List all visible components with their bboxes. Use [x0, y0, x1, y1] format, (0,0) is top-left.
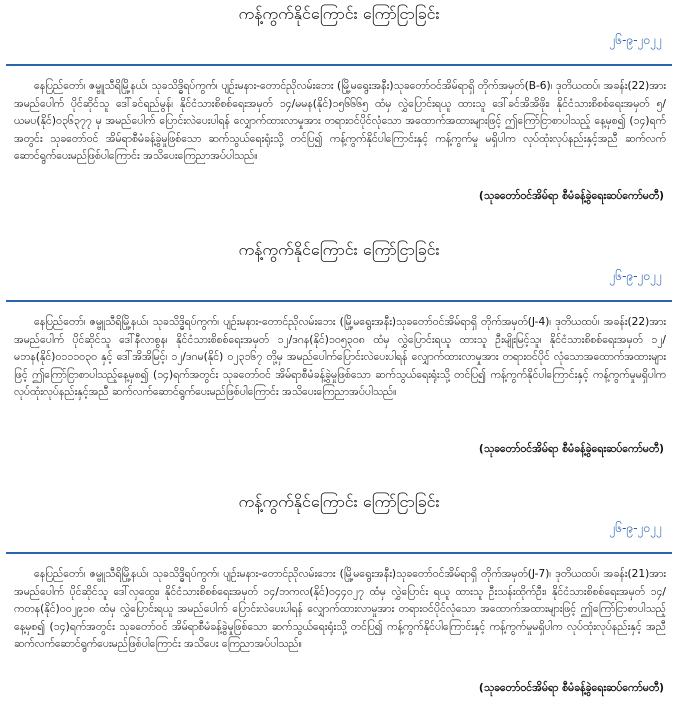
- notice-body: နေပြည်တော်၊ ဇမ္ဗူသီရိမြို့နယ်၊ သုခသိဒ္ဓိရပ်ကွက်၊ ပျဉ်းမနား-တောင်ညိုလမ်းဘေး (မြို့မရွေးအနီး)သုခတော်ဝင်အိမ်ရာရှိ တိုက်အမှတ်(J-4)၊ ဒုတိယထပ်၊ အခန်း(22)အား အမည်ပေါက် ပိုင်ဆိုင်သူ ဒေါ်နီလာစွန၊ နိုင်ငံသားစိစစ်ရေးအမှတ် ၁၂/ဒဂန(နိုင်)၁၀၅၃၀၈ ထံမှ လွှဲပြောင်းရယူ ထားသူ ဦးမျိုးမြင့်သူ၊ နိုင်ငံသားစိစစ်ရေးအမှတ် ၁၂/မဘန(နိုင်)၀၁၁၁၀၃၀ နှင့် ဒေါ်အိအိမြင့်၊ ၁၂/ဒဂမ(နိုင်) ၀၂၃၁၆၇ တို့မှ အမည်ပေါက်ပြောင်းလဲပေးပါရန် လျှောက်ထားလာမှုအား တရားဝင်ပိုင် လုံသောအထောက်အထားများဖြင့် ဤကြော်ငြာစာပါသည့်နေ့မှစ၍ (၁၄)ရက်အတွင်း သုခတော်ဝင် အိမ်ရာစီမံခန့်ခွဲမှုဖြစ်သော ဆက်သွယ်ရေးရုံးသို့ တင်ပြ၍ ကန့်ကွက်နိုင်ပါကြောင်းနှင့် ကန့်ကွက်မှုမရှိပါက လုပ်ထုံးလုပ်နည်းနှင့်အညီ ဆက်လက်ဆောင်ရွက်ပေးမည်ဖြစ်ပါကြောင်း အသိပေးကြေညာအပ်ပါသည်။: [14, 316, 666, 398]
- notice-date: ၂၆-၉-၂၀၂၂: [609, 269, 662, 283]
- notice-body: နေပြည်တော်၊ ဇမ္ဗူသီရိမြို့နယ်၊ သုခသိဒ္ဓိရပ်ကွက်၊ ပျဉ်းမနား-တောင်ညိုလမ်းဘေး (မြို့မရွေးအနီး)သုခတော်ဝင်အိမ်ရာရှိ တိုက်အမှတ်(J-7)၊ ဒုတိယထပ်၊ အခန်း(21)အား အမည်ပေါက် ပိုင်ဆိုင်သူ ဒေါ်လှထွေး၊ နိုင်ငံသားစိစစ်ရေးအမှတ် ၁၄/ဘကလ(နိုင်)၀၄၄၀၂၇ ထံမှ လွှဲပြောင်း ရယူ ထားသူ ဦးသန်းထိုက်ဦး၊ နိုင်ငံသားစိစစ်ရေးအမှတ် ၁၄/ကတန(နိုင်)၀၀၂၉၁၈ ထံမှ လွှဲပြောင်းရယူ အမည်ပေါက် ပြောင်းလဲပေးပါရန် လျှောက်ထားလာမှုအား တရားဝင်ပိုင်လုံသော အထောက်အထားများဖြင့် ဤကြော်ငြာစာပါသည့် နေ့မှစ၍ (၁၄)ရက်အတွင်း သုခတော်ဝင် အိမ်ရာစီမံခန့်ခွဲမှုဖြစ်သော ဆက်သွယ်ရေးရုံးသို့ တင်ပြ၍ ကန့်ကွက်နိုင်ပါကြောင်းနှင့် ကန့်ကွက်မှုမရှိပါက လုပ်ထုံးလုပ်နည်းနှင့် အညီ ဆက်လက်ဆောင်ရွက်ပေးမည်ဖြစ်ပါကြောင်း အသိပေး ကြေညာအပ်ပါသည်။: [14, 568, 666, 650]
- notice-signature: (သုခတော်ဝင်အိမ်ရာ စီမံခန့်ခွဲရေးဆပ်ကော်မတီ): [478, 190, 664, 202]
- notice-date: ၂၆-၉-၂၀၂၂: [609, 521, 662, 535]
- divider: [6, 552, 672, 554]
- notice-signature: (သုခတော်ဝင်အိမ်ရာ စီမံခန့်ခွဲရေးဆပ်ကော်မတီ): [478, 682, 664, 694]
- notice-2: [0, 238, 678, 455]
- notice-1: [0, 2, 678, 202]
- notice-body: နေပြည်တော်၊ ဇမ္ဗူသီရိမြို့နယ်၊ သုခသိဒ္ဓိရပ်ကွက်၊ ပျဉ်းမနား-တောင်ညိုလမ်းဘေး (မြို့မရွေးအနီး)သုခတော်ဝင်အိမ်ရာရှိ တိုက်အမှတ်(B-6)၊ ဒုတိယထပ်၊ အခန်း(22)အား အမည်ပေါက် ပိုင်ဆိုင်သူ ဒေါ်ခင်ရည်မွန်၊ နိုင်ငံသားစိစစ်ရေးအမှတ် ၁၄/မမန(နိုင်)၁၅၆၆၆၅ ထံမှ လွှဲပြောင်းရယူ ထားသူ ဒေါ်ခင်အိအိဖိုး၊ နိုင်ငံသားစိစစ်ရေးအမှတ် ၅/ယမပ(နိုင်)၀၃၆၃၇၇ မှ အမည်ပေါက် ပြောင်းလဲပေးပါရန် လျှောက်ထားလာမှုအား တရားဝင်ပိုင်လုံသော အထောက်အထားများဖြင့် ဤကြော်ငြာစာပါသည့် နေ့မှစ၍ (၁၄)ရက်အတွင်း သုခတော်ဝင် အိမ်ရာစီမံခန့်ခွဲမှုဖြစ်သော ဆက်သွယ်ရေးရုံးသို့ တင်ပြ၍ ကန့်ကွက်နိုင်ပါကြောင်းနှင့် ကန့်ကွက်မှု မရှိပါက လုပ်ထုံးလုပ်နည်းနှင့်အညီ ဆက်လက်ဆောင်ရွက်ပေးမည်ဖြစ်ပါကြောင်း အသိပေးကြေညာအပ်ပါသည်။: [14, 80, 666, 162]
- notice-title: ကန့်ကွက်နိုင်ကြောင်း ကြော်ငြာခြင်း: [238, 492, 440, 511]
- notice-signature: (သုခတော်ဝင်အိမ်ရာ စီမံခန့်ခွဲရေးဆပ်ကော်မတီ): [478, 443, 664, 455]
- divider: [6, 64, 672, 66]
- notice-title: ကန့်ကွက်နိုင်ကြောင်း ကြော်ငြာခြင်း: [238, 4, 440, 23]
- notice-title: ကန့်ကွက်နိုင်ကြောင်း ကြော်ငြာခြင်း: [238, 240, 440, 259]
- divider: [6, 300, 672, 302]
- notice-3: [0, 490, 678, 694]
- notice-date: ၂၆-၉-၂၀၂၂: [609, 33, 662, 47]
